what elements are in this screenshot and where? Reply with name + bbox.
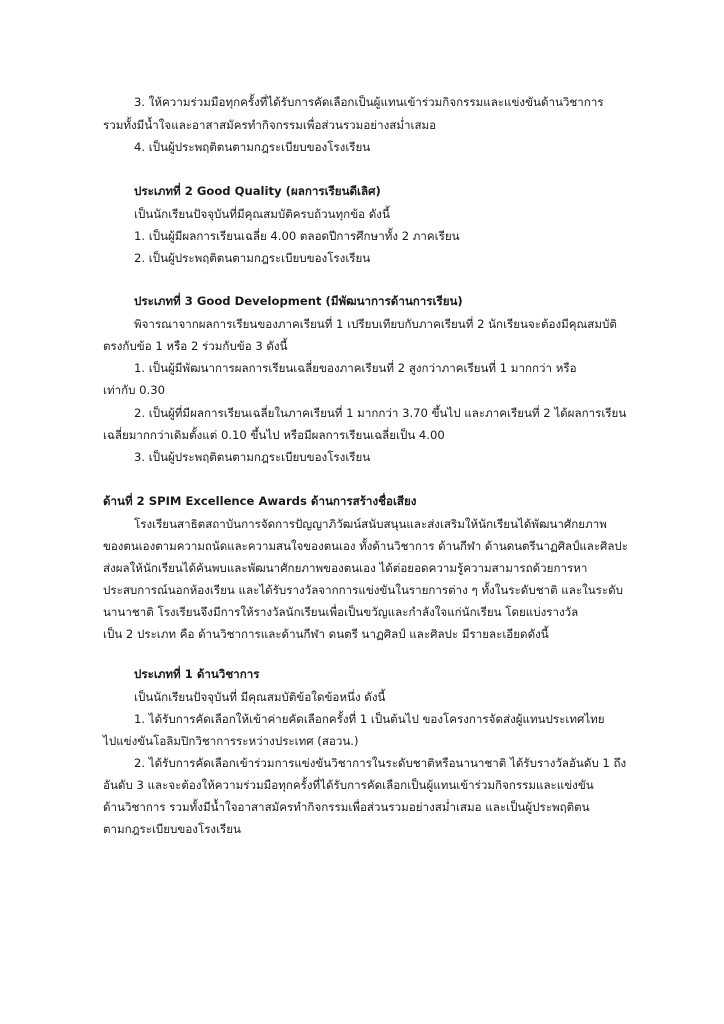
text-line: ด้านวิชาการ รวมทั้งมีน้ำใจอาสาสมัครทำกิจกรรมเพื่อส่วนรวมอย่างสม่ำเสมอ และเป็นผู้ประพฤติตน <box>103 800 590 814</box>
text-line: 2. เป็นผู้ประพฤติตนตามกฎระเบียบของโรงเรียน <box>134 251 371 265</box>
text-line: เป็นนักเรียนปัจจุบันที่มีคุณสมบัติครบถ้วนทุกข้อ ดังนี้ <box>134 207 390 221</box>
text-line: ตามกฎระเบียบของโรงเรียน <box>103 822 241 836</box>
text-line: เท่ากับ 0.30 <box>103 383 165 397</box>
text-line: อันดับ 3 และจะต้องให้ความร่วมมือทุกครั้งที่ได้รับการคัดเลือกเป็นผู้แทนเข้าร่วมกิจกรรมและแข่งขัน <box>103 778 594 792</box>
section-heading: ด้านที่ 2 SPIM Excellence Awards ด้านการสร้างชื่อเสียง <box>103 494 417 508</box>
text-line: พิจารณาจากผลการเรียนของภาคเรียนที่ 1 เปรียบเทียบกับภาคเรียนที่ 2 นักเรียนจะต้องมีคุณสมบัติ <box>134 317 617 331</box>
text-line: 1. เป็นผู้มีพัฒนาการผลการเรียนเฉลี่ยของภาคเรียนที่ 2 สูงกว่าภาคเรียนที่ 1 มากกว่า หรือ <box>134 361 577 375</box>
text-line: นานาชาติ โรงเรียนจึงมีการให้รางวัลนักเรียนเพื่อเป็นขวัญและกำลังใจแก่นักเรียน โดยแบ่งรางวัล <box>103 605 579 619</box>
text-line: เป็น 2 ประเภท คือ ด้านวิชาการและด้านกีฬา ดนตรี นาฏศิลป์ และศิลปะ มีรายละเอียดดังนี้ <box>103 627 549 641</box>
text-line: รวมทั้งมีน้ำใจและอาสาสมัครทำกิจกรรมเพื่อส่วนรวมอย่างสม่ำเสมอ <box>103 118 437 132</box>
text-line: 2. ได้รับการคัดเลือกเข้าร่วมการแข่งขันวิชาการในระดับชาติหรือนานาชาติ ได้รับรางวัลอันดับ 1 ถึง <box>134 756 627 770</box>
text-line: 4. เป็นผู้ประพฤติตนตามกฎระเบียบของโรงเรียน <box>134 140 371 154</box>
text-line: ประสบการณ์นอกห้องเรียน และได้รับรางวัลจากการแข่งขันในรายการต่าง ๆ ทั้งในระดับชาติ และในระดับ <box>103 583 624 597</box>
section-heading: ประเภทที่ 1 ด้านวิชาการ <box>134 667 260 681</box>
text-line: 1. ได้รับการคัดเลือกให้เข้าค่ายคัดเลือกครั้งที่ 1 เป็นต้นไป ของโครงการจัดส่งผู้แทนประเทศไทย <box>134 712 605 726</box>
text-line: ไปแข่งขันโอลิมปิกวิชาการระหว่างประเทศ (สอวน.) <box>103 734 359 748</box>
text-line: 3. ให้ความร่วมมือทุกครั้งที่ได้รับการคัดเลือกเป็นผู้แทนเข้าร่วมกิจกรรมและแข่งขันด้านวิชาการ <box>134 95 604 109</box>
text-line: เฉลี่ยมากกว่าเดิมตั้งแต่ 0.10 ขึ้นไป หรือมีผลการเรียนเฉลี่ยเป็น 4.00 <box>103 428 445 442</box>
text-line: 1. เป็นผู้มีผลการเรียนเฉลี่ย 4.00 ตลอดปีการศึกษาทั้ง 2 ภาคเรียน <box>134 229 460 243</box>
section-heading: ประเภทที่ 2 Good Quality (ผลการเรียนดีเลิศ) <box>134 184 381 198</box>
text-line: ส่งผลให้นักเรียนได้ค้นพบและพัฒนาศักยภาพของตนเอง ได้ต่อยอดความรู้ความสามารถด้วยการหา <box>103 561 588 575</box>
text-line: โรงเรียนสาธิตสถาบันการจัดการปัญญาภิวัฒน์สนับสนุนและส่งเสริมให้นักเรียนได้พัฒนาศักยภาพ <box>134 517 607 531</box>
text-line: 2. เป็นผู้ที่มีผลการเรียนเฉลี่ยในภาคเรียนที่ 1 มากกว่า 3.70 ขึ้นไป และภาคเรียนที่ 2 ได้ผลการเรียน <box>134 406 627 420</box>
text-line: 3. เป็นผู้ประพฤติตนตามกฎระเบียบของโรงเรียน <box>134 450 371 464</box>
text-line: ของตนเองตามความถนัดและความสนใจของตนเอง ทั้งด้านวิชาการ ด้านกีฬา ด้านดนตรีนาฏศิลป์และศิลปะ <box>103 539 628 553</box>
section-heading: ประเภทที่ 3 Good Development (มีพัฒนาการด้านการเรียน) <box>134 294 463 308</box>
text-line: เป็นนักเรียนปัจจุบันที่ มีคุณสมบัติข้อใดข้อหนึ่ง ดังนี้ <box>134 690 386 704</box>
text-line: ตรงกับข้อ 1 หรือ 2 ร่วมกับข้อ 3 ดังนี้ <box>103 339 288 353</box>
